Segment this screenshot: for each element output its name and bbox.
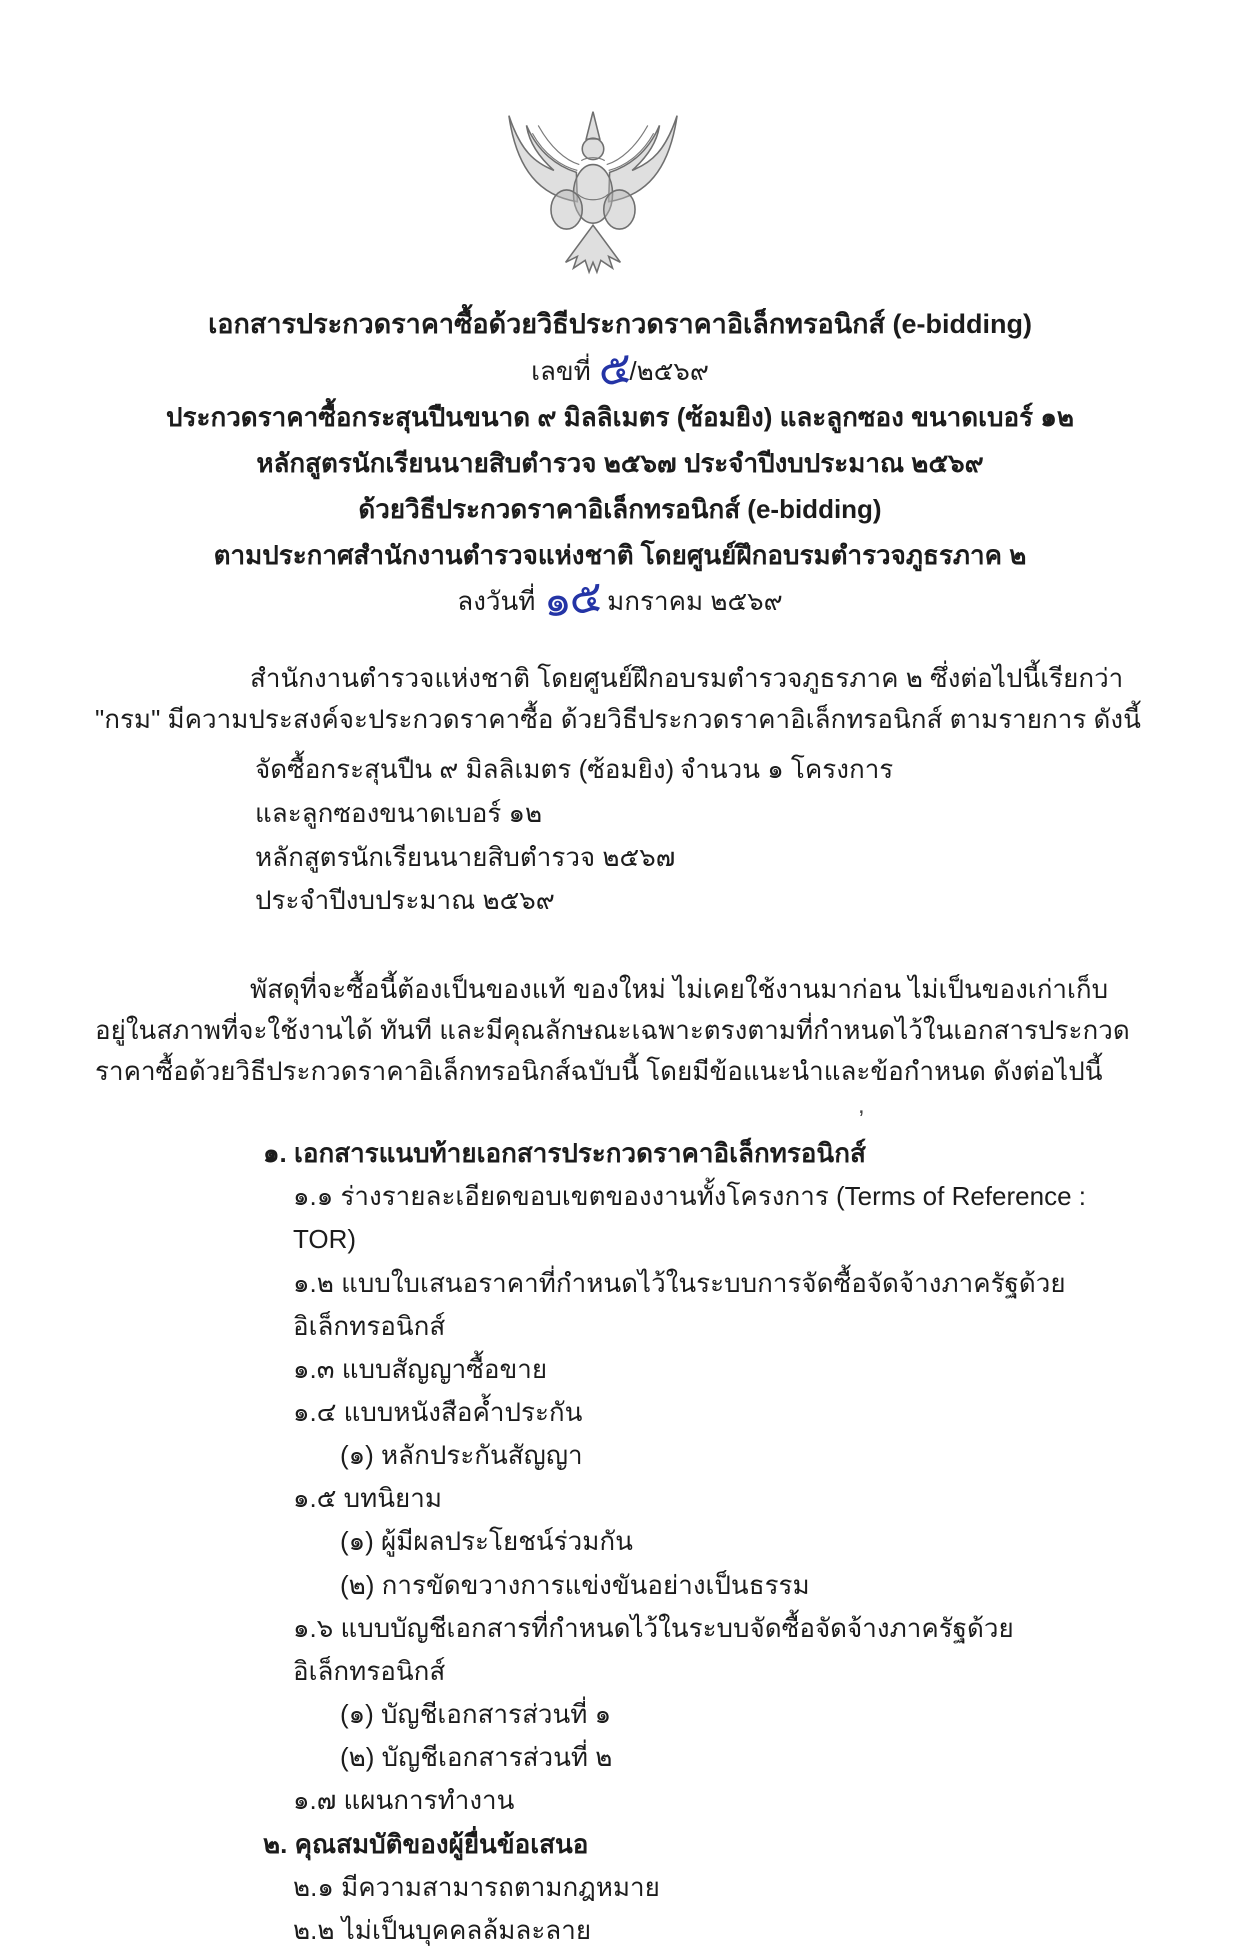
list-item: ๑.๔ แบบหนังสือค้ำประกัน bbox=[293, 1397, 583, 1428]
document-list bbox=[95, 1132, 1145, 1952]
list-item: ๑.๖ แบบบัญชีเอกสารที่กำหนดไว้ในระบบจัดซื้อจัดจ้างภาครัฐด้วยอิเล็กทรอนิกส์ bbox=[293, 1612, 1014, 1686]
purchase-item-qty: จำนวน ๑ โครงการ bbox=[680, 754, 894, 785]
document-header bbox=[95, 301, 1145, 628]
document-number-label: เลขที่ bbox=[531, 356, 591, 386]
document-number-year: /๒๕๖๙ bbox=[629, 356, 709, 386]
document-date-line bbox=[95, 571, 1145, 628]
date-text: มกราคม ๒๕๖๙ bbox=[607, 586, 783, 616]
purchase-items bbox=[95, 748, 1145, 923]
purchase-item-text: หลักสูตรนักเรียนนายสิบตำรวจ ๒๕๖๗ bbox=[255, 841, 676, 872]
purchase-item-text: และลูกซองขนาดเบอร์ ๑๒ bbox=[255, 797, 543, 828]
purchase-item-row bbox=[95, 879, 1145, 923]
purchase-item-row bbox=[95, 836, 1145, 880]
date-handwritten: ๑๕ bbox=[540, 571, 603, 628]
list-item: (๑) ผู้มีผลประโยชน์ร่วมกัน bbox=[340, 1526, 633, 1557]
list-item: ๒.๑ มีความสามารถตามกฎหมาย bbox=[293, 1871, 660, 1902]
date-label: ลงวันที่ bbox=[457, 586, 536, 616]
garuda-emblem-icon bbox=[475, 100, 711, 276]
section-heading: ๑. เอกสารแนบท้ายเอกสารประกวดราคาอิเล็กทรอนิกส์ bbox=[263, 1138, 866, 1169]
purchase-item-text: จัดซื้อกระสุนปืน ๙ มิลลิเมตร (ซ้อมยิง) bbox=[255, 754, 675, 785]
list-item: ๑.๓ แบบสัญญาซื้อขาย bbox=[293, 1353, 548, 1384]
list-item: (๒) บัญชีเอกสารส่วนที่ ๒ bbox=[340, 1742, 613, 1773]
list-item: ๑.๒ แบบใบเสนอราคาที่กำหนดไว้ในระบบการจัดซื้อจัดจ้างภาครัฐด้วย อิเล็กทรอนิกส์ bbox=[293, 1267, 1066, 1341]
emblem-container bbox=[0, 100, 1240, 283]
document-page bbox=[0, 100, 1240, 1945]
intro-paragraph: สำนักงานตำรวจแห่งชาติ โดยศูนย์ฝึกอบรมตำรวจภูธรภาค ๒ ซึ่งต่อไปนี้เรียกว่า "กรม" มีความประสงค์จะประกวดราคาซื้อ ด้วยวิธีประกวดราคาอิเล็กทรอนิกส์ ตามรายการ ดังนี้ bbox=[95, 663, 1141, 735]
conditions-paragraph: พัสดุที่จะซื้อนี้ต้องเป็นของแท้ ของใหม่ ไม่เคยใช้งานมาก่อน ไม่เป็นของเก่าเก็บ อยู่ในสภาพที่จะใช้งานได้ ทันที และมีคุณลักษณะเฉพาะตรงตามที่กำหนดไว้ในเอกสารประกวดราคาซื้อด้วยวิธีประกวดราคาอิเล็กทรอนิกส์ฉบับนี้ โดยมีข้อแนะนำและข้อกำหนด ดังต่อไปนี้ bbox=[95, 973, 1130, 1086]
subject-line-1: ประกวดราคาซื้อกระสุนปืนขนาด ๙ มิลลิเมตร (ซ้อมยิง) และลูกซอง ขนาดเบอร์ ๑๒ bbox=[166, 402, 1074, 432]
document-number-handwritten: ๕ bbox=[595, 342, 633, 397]
purchase-item-row bbox=[95, 748, 1145, 792]
list-item: (๒) การขัดขวางการแข่งขันอย่างเป็นธรรม bbox=[340, 1569, 810, 1600]
subject-line-3: ด้วยวิธีประกวดราคาอิเล็กทรอนิกส์ (e-bidding) bbox=[358, 494, 882, 524]
purchase-item-text: ประจำปีงบประมาณ ๒๕๖๙ bbox=[255, 885, 555, 916]
stray-ink-mark: , bbox=[858, 1092, 865, 1119]
list-item: (๑) บัญชีเอกสารส่วนที่ ๑ bbox=[340, 1699, 612, 1730]
list-item: ๑.๑ ร่างรายละเอียดขอบเขตของงานทั้งโครงการ (Terms of Reference : TOR) bbox=[293, 1181, 1086, 1255]
purchase-item-row bbox=[95, 792, 1145, 836]
section-heading: ๒. คุณสมบัติของผู้ยื่นข้อเสนอ bbox=[263, 1828, 589, 1859]
subject-line-2: หลักสูตรนักเรียนนายสิบตำรวจ ๒๕๖๗ ประจำปีงบประมาณ ๒๕๖๙ bbox=[256, 448, 984, 478]
list-item: ๑.๗ แผนการทำงาน bbox=[293, 1785, 515, 1816]
subject-line-4: ตามประกาศสำนักงานตำรวจแห่งชาติ โดยศูนย์ฝึกอบรมตำรวจภูธรภาค ๒ bbox=[213, 540, 1027, 570]
list-item: ๑.๕ บทนิยาม bbox=[293, 1483, 443, 1514]
list-item: ๒.๒ ไม่เป็นบุคคลล้มละลาย bbox=[293, 1914, 592, 1945]
document-title: เอกสารประกวดราคาซื้อด้วยวิธีประกวดราคาอิเล็กทรอนิกส์ (e-bidding) bbox=[208, 309, 1032, 339]
list-item: (๑) หลักประกันสัญญา bbox=[340, 1440, 583, 1471]
document-number-line bbox=[95, 342, 1145, 397]
